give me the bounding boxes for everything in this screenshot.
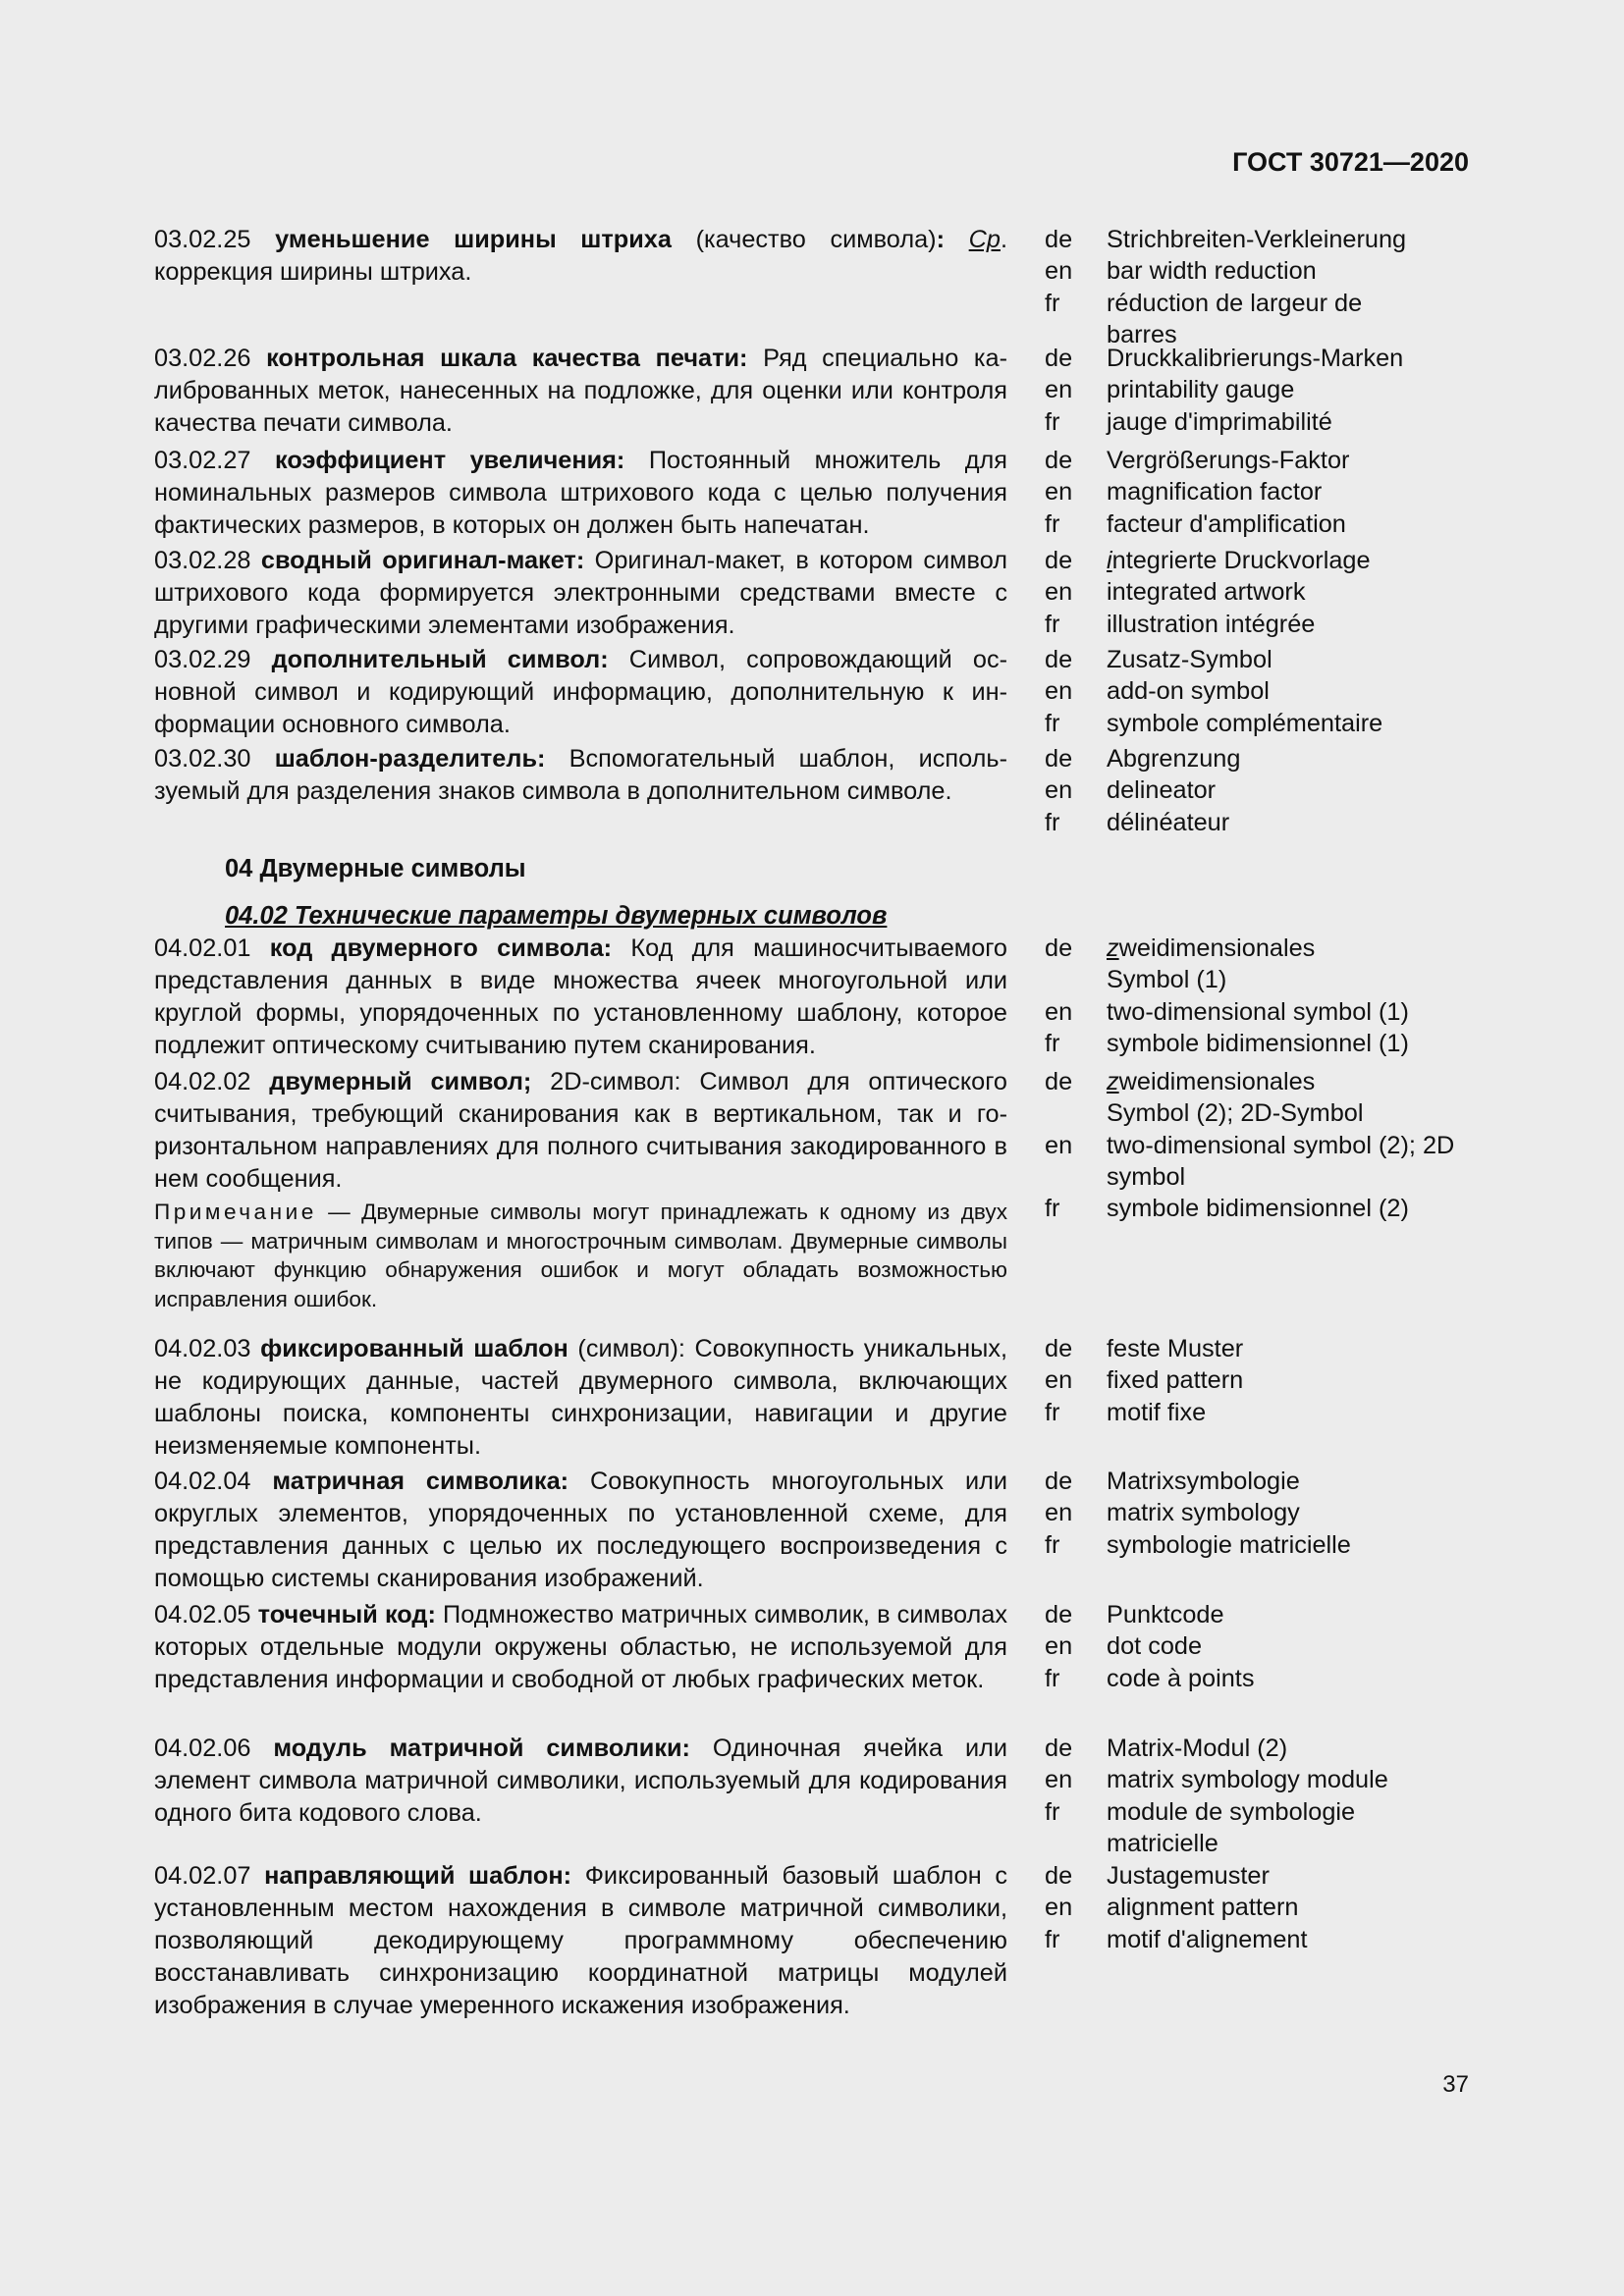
term-en: delineator <box>1107 776 1217 805</box>
entry-number: 04.02.05 <box>154 1601 251 1629</box>
entry-number: 04.02.06 <box>154 1735 251 1762</box>
term-de: Zusatz-Symbol <box>1107 646 1272 673</box>
entry-definition <box>154 545 1007 644</box>
lang-en: en <box>1045 376 1073 404</box>
translations <box>1045 1599 1470 1733</box>
lang-fr: fr <box>1045 1797 1060 1826</box>
term-de <box>1107 545 1470 576</box>
term-de: Justagemuster <box>1107 1862 1270 1890</box>
note <box>154 1198 1007 1313</box>
term-fr: symbologie matricielle <box>1107 1530 1351 1559</box>
entry-term: матричная символика: <box>272 1468 569 1495</box>
entry-term: фиксированный шаблон <box>260 1335 568 1362</box>
term-fr: module de symbologie matricielle <box>1107 1797 1356 1857</box>
translations <box>1045 343 1470 445</box>
lang-de: de <box>1045 934 1073 962</box>
entry-colon: : <box>936 226 946 253</box>
entry-04-02-03 <box>154 1333 1470 1466</box>
entry-term: коэффициент увеличения: <box>275 447 625 474</box>
entry-04-02-04 <box>154 1466 1470 1599</box>
lang-de: de <box>1045 447 1073 474</box>
lang-fr: fr <box>1045 289 1060 317</box>
translations <box>1045 1860 1470 2027</box>
term-fr: symbole bidimensionnel (1) <box>1107 1029 1409 1057</box>
term-en: bar width reduction <box>1107 257 1317 286</box>
lang-en: en <box>1045 997 1073 1026</box>
lang-en: en <box>1045 257 1073 286</box>
translations <box>1045 445 1470 545</box>
entry-04-02-01 <box>154 933 1470 1066</box>
term-en: matrix symbology module <box>1107 1766 1388 1794</box>
entry-definition <box>154 1466 1007 1599</box>
translations <box>1045 1466 1470 1599</box>
lang-fr: fr <box>1045 1029 1060 1057</box>
entry-term: сводный оригинал-макет: <box>260 547 585 574</box>
entry-qualifier: (качество символа) <box>695 226 937 253</box>
lang-en: en <box>1045 1366 1073 1395</box>
entry-definition-text: Вспомогательный шаблон, используемый для разделения знаков символа в дополнительном символе. <box>154 745 1007 805</box>
entry-definition <box>154 1733 1007 1860</box>
term-en: matrix symbology <box>1107 1499 1300 1527</box>
entry-definition <box>154 224 1007 343</box>
translations <box>1045 933 1470 1066</box>
entry-definition-text: Постоянный множитель для номинальных размеров символа штрихового кода с целью получения фактических размеров, в которых он должен быть напечатан. <box>154 447 1007 539</box>
entry-definition <box>154 644 1007 743</box>
entry-number: 03.02.28 <box>154 547 251 574</box>
term-en: magnification factor <box>1107 478 1323 507</box>
lang-fr: fr <box>1045 808 1060 836</box>
entry-number: 03.02.25 <box>154 226 251 253</box>
term-de: Strichbreiten-Verkleinerung <box>1107 226 1407 253</box>
cross-reference-tail: . <box>1001 226 1008 253</box>
lang-en: en <box>1045 1894 1073 1922</box>
term-fr: motif fixe <box>1107 1398 1207 1426</box>
lang-de: de <box>1045 1468 1073 1495</box>
entry-03-02-29 <box>154 644 1470 743</box>
lang-fr: fr <box>1045 1398 1060 1426</box>
entry-definition-text: Символ, сопровождающий основной символ и кодирующий информацию, дополнительную к информации основного символа. <box>154 646 1008 738</box>
lang-en: en <box>1045 1499 1073 1527</box>
term-de: Vergrößerungs-Faktor <box>1107 447 1350 474</box>
term-en: add-on symbol <box>1107 677 1270 706</box>
entry-term: уменьшение ширины штриха <box>275 226 672 253</box>
entry-04-02-07 <box>154 1860 1470 2027</box>
lang-fr: fr <box>1045 1530 1060 1559</box>
note-label: Примечание <box>154 1200 317 1224</box>
entry-number: 04.02.04 <box>154 1468 251 1495</box>
entry-term: контрольная шкала качества печати: <box>266 345 748 372</box>
entry-definition <box>154 1333 1007 1466</box>
entry-number: 03.02.27 <box>154 447 251 474</box>
entry-03-02-25 <box>154 224 1470 348</box>
entry-number: 04.02.01 <box>154 934 251 962</box>
section-title: 04 Двумерные символы <box>225 855 526 882</box>
entry-definition-text: (символ): Совокупность уникальных, не кодирующих данные, частей двумерного символа, включающих шаблоны поиска, компоненты синхронизации, навигации и другие неизменяемые компоненты. <box>154 1335 1007 1460</box>
lang-de: de <box>1045 345 1073 372</box>
entry-number: 04.02.03 <box>154 1335 251 1362</box>
lang-de: de <box>1045 1862 1073 1890</box>
entry-term: код двумерного символа: <box>269 934 613 962</box>
term-de: Druckkalibrierungs-Marken <box>1107 345 1404 372</box>
entry-definition-text: Подмножество матричных символик, в символах которых отдельные модули окружены областью, не используемой для представления информации и свободной от любых графических меток. <box>154 1601 1007 1693</box>
entry-definition-text: коррекция ширины штриха. <box>154 258 472 286</box>
translations <box>1045 1333 1470 1466</box>
translations <box>1045 644 1470 743</box>
lang-de: de <box>1045 1735 1073 1762</box>
lang-en: en <box>1045 1766 1073 1794</box>
translations <box>1045 224 1470 348</box>
entry-definition-text: Оригинал-макет, в котором символ штрихового кода формируется электронными средствами вместе с другими графическими элементами изображения. <box>154 547 1007 639</box>
translations <box>1045 743 1470 851</box>
entry-term: модуль матричной символики: <box>273 1735 690 1762</box>
translations <box>1045 1733 1470 1860</box>
entry-04-02-05 <box>154 1599 1470 1733</box>
lang-fr: fr <box>1045 407 1060 436</box>
term-de <box>1107 933 1391 996</box>
lang-en: en <box>1045 776 1073 805</box>
term-fr: facteur d'amplification <box>1107 509 1346 538</box>
term-de-first-letter: z <box>1107 1068 1119 1095</box>
cross-reference: Ср <box>968 226 1001 253</box>
entry-definition-text: Фиксированный базовый шаблон с установленным местом нахождения в символе матричной символики, позволяющий декодирующему программному обеспечению восстанавливать синхронизацию координатной матрицы модулей изображения в случае умеренного искажения изображения. <box>154 1862 1007 2019</box>
lang-en: en <box>1045 478 1073 507</box>
entry-definition <box>154 1066 1007 1333</box>
lang-de: de <box>1045 226 1073 253</box>
entry-number: 03.02.29 <box>154 646 251 673</box>
lang-en: en <box>1045 1632 1073 1661</box>
term-fr: jauge d'imprimabilité <box>1107 407 1332 436</box>
lang-de: de <box>1045 547 1073 574</box>
term-de: Punktcode <box>1107 1601 1224 1629</box>
term-de-first-letter: z <box>1107 934 1119 962</box>
term-de <box>1107 1066 1401 1130</box>
entry-term: дополнительный символ: <box>271 646 609 673</box>
entry-04-02-02 <box>154 1066 1470 1333</box>
term-fr: symbole bidimensionnel (2) <box>1107 1195 1409 1223</box>
entry-definition <box>154 1860 1007 2027</box>
entry-03-02-26 <box>154 343 1470 445</box>
entry-number: 03.02.26 <box>154 345 251 372</box>
entry-number: 04.02.07 <box>154 1862 251 1890</box>
document-header: ГОСТ 30721—2020 <box>1232 147 1469 177</box>
entry-term: точечный код: <box>257 1601 436 1629</box>
term-fr: symbole complémentaire <box>1107 709 1383 737</box>
term-de: feste Muster <box>1107 1335 1244 1362</box>
entry-number: 04.02.02 <box>154 1068 251 1095</box>
page-number: 37 <box>1442 2071 1469 2098</box>
lang-fr: fr <box>1045 1925 1060 1953</box>
entry-03-02-27 <box>154 445 1470 545</box>
term-fr: illustration intégrée <box>1107 610 1316 638</box>
entry-definition <box>154 343 1007 445</box>
term-fr: délinéateur <box>1107 808 1230 836</box>
lang-de: de <box>1045 646 1073 673</box>
term-en: dot code <box>1107 1632 1203 1661</box>
term-de: Matrixsymbologie <box>1107 1468 1300 1495</box>
lang-fr: fr <box>1045 1195 1060 1223</box>
entry-definition-text: Ряд специально калиброванных меток, нанесенных на подложке, для оценки или контроля качества печати символа. <box>154 345 1008 437</box>
lang-de: de <box>1045 1601 1073 1629</box>
subsection-title: 04.02 Технические параметры двумерных символов <box>225 902 888 930</box>
term-en: two-dimensional symbol (1) <box>1107 997 1409 1026</box>
entry-definition <box>154 743 1007 851</box>
entry-definition <box>154 445 1007 545</box>
lang-en: en <box>1045 578 1073 607</box>
lang-en: en <box>1045 677 1073 706</box>
entry-number: 03.02.30 <box>154 745 251 773</box>
term-de-first-letter: i <box>1107 547 1112 574</box>
term-de: Abgrenzung <box>1107 745 1241 773</box>
entry-definition-text: 2D-символ: Символ для оптического считывания, требующий сканирования как в вертикальном, так и горизонтальном направлениях для полного считывания закодированного в нем сообщения. <box>154 1068 1007 1193</box>
lang-fr: fr <box>1045 1664 1060 1692</box>
entry-04-02-06 <box>154 1733 1470 1860</box>
translations <box>1045 1066 1470 1333</box>
entry-term: направляющий шаблон: <box>264 1862 572 1890</box>
term-de-rest: weidimensionales Symbol (2); 2D-Symbol <box>1107 1068 1364 1128</box>
entry-definition-text: Код для машиносчитываемого представления данных в виде множества ячеек многоугольной или круглой формы, упорядоченных по установленному шаблону, которое подлежит оптическому считыванию путем сканирования. <box>154 934 1008 1059</box>
entry-03-02-30 <box>154 743 1470 851</box>
lang-de: de <box>1045 1068 1073 1095</box>
lang-fr: fr <box>1045 610 1060 638</box>
entry-term: двумерный символ; <box>269 1068 532 1095</box>
lang-fr: fr <box>1045 509 1060 538</box>
entry-definition <box>154 1599 1007 1733</box>
lang-de: de <box>1045 745 1073 773</box>
lang-de: de <box>1045 1335 1073 1362</box>
lang-fr: fr <box>1045 709 1060 737</box>
entry-definition-text: Одиночная ячейка или элемент символа матричной символики, используемый для кодирования одного бита кодового слова. <box>154 1735 1007 1827</box>
term-fr: code à points <box>1107 1664 1255 1692</box>
term-de: Matrix-Modul (2) <box>1107 1735 1288 1762</box>
term-fr: motif d'alignement <box>1107 1925 1308 1953</box>
term-de-rest: ntegrierte Druckvorlage <box>1111 547 1371 574</box>
translations <box>1045 545 1470 644</box>
note-text: — Двумерные символы могут принадлежать к одному из двух типов — матричным символам и многострочным символам. Двумерные символы включают функцию обнаружения ошибок и могут обладать возможностью исправления ошибок. <box>154 1200 1007 1311</box>
term-en: alignment pattern <box>1107 1894 1299 1922</box>
entry-definition-text: Совокупность многоугольных или округлых элементов, упорядоченных по установленной схеме, для представления данных с целью их последующего воспроизведения с помощью системы сканирования изображений. <box>154 1468 1007 1592</box>
term-en: printability gauge <box>1107 376 1295 404</box>
term-fr: réduction de largeur de barres <box>1107 289 1363 348</box>
term-en: integrated artwork <box>1107 578 1306 607</box>
term-en: two-dimensional symbol (2); 2D symbol <box>1107 1131 1455 1191</box>
lang-en: en <box>1045 1131 1073 1159</box>
entry-03-02-28 <box>154 545 1470 644</box>
term-de-rest: weidimensionales Symbol (1) <box>1107 934 1316 994</box>
entry-definition <box>154 933 1007 1066</box>
entry-term: шаблон-разделитель: <box>274 745 546 773</box>
glossary-content <box>154 224 1470 2027</box>
term-en: fixed pattern <box>1107 1366 1244 1395</box>
